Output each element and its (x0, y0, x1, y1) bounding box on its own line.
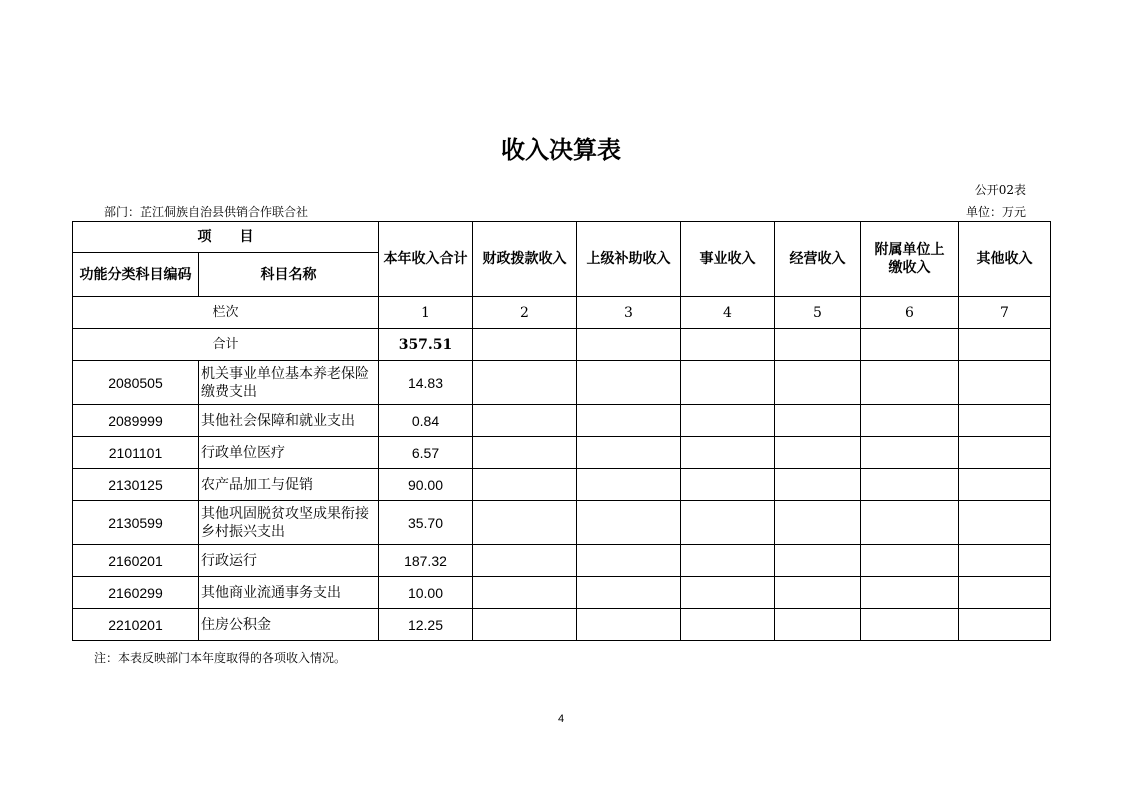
table-row (73, 501, 1051, 545)
row-name: 其他商业流通事务支出 (199, 577, 379, 609)
page-number: 4 (557, 713, 565, 725)
row-name: 机关事业单位基本养老保险缴费支出 (199, 361, 379, 405)
row-total: 187.32 (379, 545, 473, 577)
table-row (73, 437, 1051, 469)
header-col-affiliated: 附属单位上缴收入 (861, 222, 959, 297)
header-col-superior: 上级补助收入 (577, 222, 681, 297)
row-name: 农产品加工与促销 (199, 469, 379, 501)
row-name: 其他社会保障和就业支出 (199, 405, 379, 437)
row-total: 6.57 (379, 437, 473, 469)
row-total: 35.70 (379, 501, 473, 545)
row-total: 14.83 (379, 361, 473, 405)
col-number: 5 (775, 297, 861, 329)
header-name: 科目名称 (199, 253, 379, 297)
department-label: 部门：芷江侗族自治县供销合作联合社 (104, 205, 309, 219)
row-code: 2160201 (73, 545, 199, 577)
row-code: 2080505 (73, 361, 199, 405)
page-title: 收入决算表 (501, 136, 621, 164)
row-code: 2089999 (73, 405, 199, 437)
row-code: 2130125 (73, 469, 199, 501)
row-code: 2130599 (73, 501, 199, 545)
header-code: 功能分类科目编码 (73, 253, 199, 297)
col-number: 4 (681, 297, 775, 329)
table-row (73, 469, 1051, 501)
total-label: 合计 (73, 329, 379, 361)
table-row (73, 545, 1051, 577)
form-number: 公开02表 (974, 183, 1026, 197)
row-name: 其他巩固脱贫攻坚成果衔接乡村振兴支出 (199, 501, 379, 545)
table-row (73, 577, 1051, 609)
table-row (73, 609, 1051, 641)
col-number: 3 (577, 297, 681, 329)
col-number: 2 (473, 297, 577, 329)
income-table (72, 221, 1051, 641)
row-code: 2210201 (73, 609, 199, 641)
header-col-operating: 经营收入 (775, 222, 861, 297)
header-col-other: 其他收入 (959, 222, 1051, 297)
row-name: 住房公积金 (199, 609, 379, 641)
row-name: 行政运行 (199, 545, 379, 577)
header-col-total: 本年收入合计 (379, 222, 473, 297)
row-total: 10.00 (379, 577, 473, 609)
col-number: 7 (959, 297, 1051, 329)
row-total: 0.84 (379, 405, 473, 437)
row-name: 行政单位医疗 (199, 437, 379, 469)
col-number: 6 (861, 297, 959, 329)
header-project: 项 目 (73, 222, 379, 253)
table-row (73, 405, 1051, 437)
col-number: 1 (379, 297, 473, 329)
row-total: 90.00 (379, 469, 473, 501)
row-total: 12.25 (379, 609, 473, 641)
unit-label: 单位：万元 (965, 205, 1026, 219)
row-code: 2160299 (73, 577, 199, 609)
total-value: 357.51 (379, 329, 473, 361)
header-col-business: 事业收入 (681, 222, 775, 297)
row-code: 2101101 (73, 437, 199, 469)
table-row (73, 361, 1051, 405)
table-note: 注：本表反映部门本年度取得的各项收入情况。 (94, 651, 347, 665)
col-index-label: 栏次 (73, 297, 379, 329)
header-col-fiscal: 财政拨款收入 (473, 222, 577, 297)
